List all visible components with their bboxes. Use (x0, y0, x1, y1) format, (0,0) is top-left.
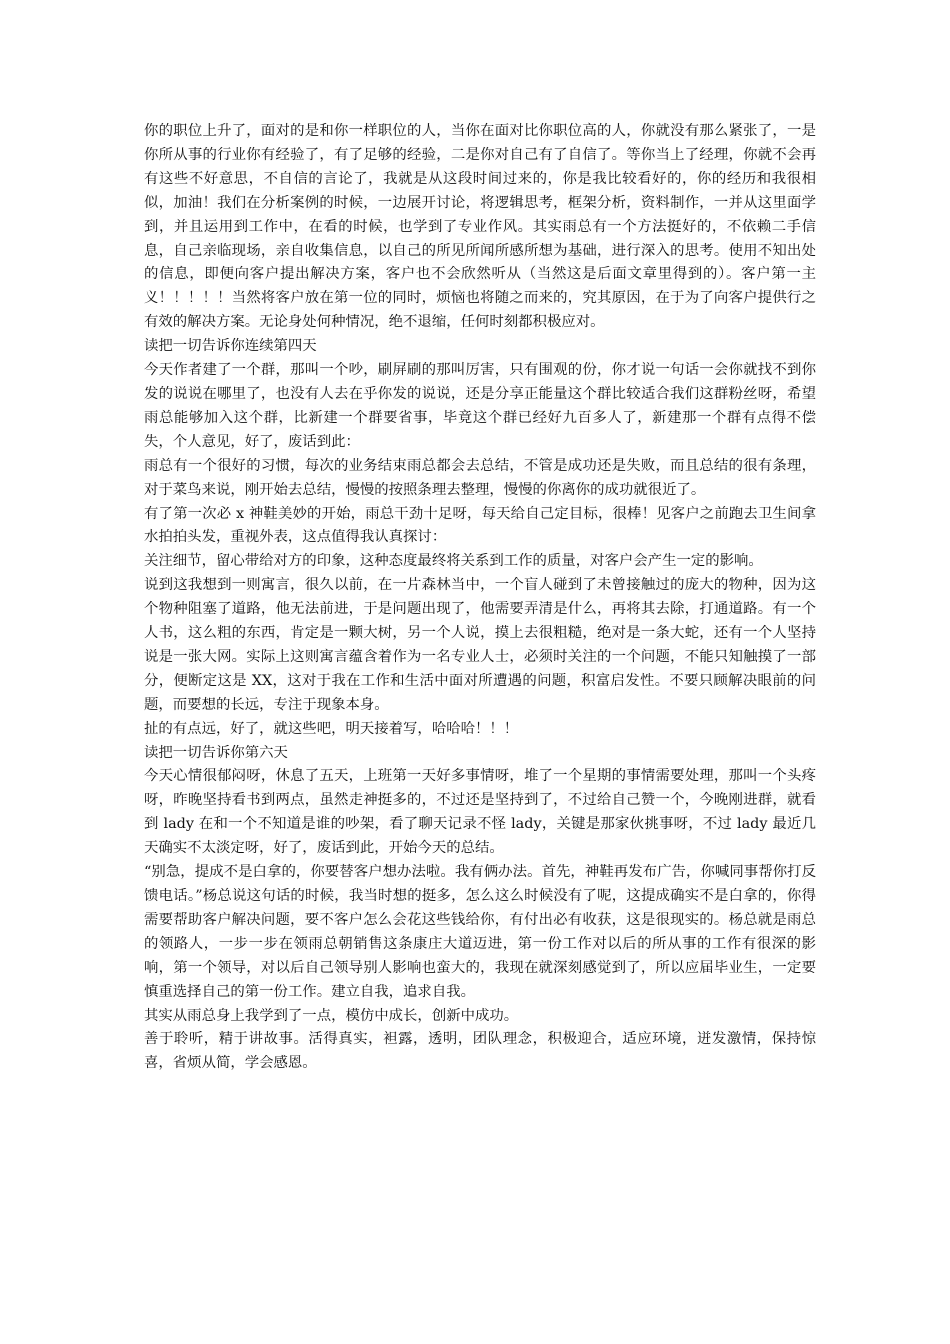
heading-day-six: 读把一切告诉你第六天 (144, 744, 288, 761)
paragraph-closing-day-four: 扯的有点远，好了，就这些吧，明天接着写，哈哈哈！！！ (144, 720, 519, 737)
paragraph-commission-quote: “别急，提成不是白拿的，你要替客户想办法啦。我有俩办法。首先，神鞋再发布广告，你喊同事帮你打反馈电话。”杨总说这句话的时候，我当时想的挺多，怎么这么时候没有了呢，这提成确实不是白拿的，你得需要帮助客户解决问题，要不客户怎么会花这些钱给你，有付出必有收获，这是很现实的。杨总就是雨总的领路人，一步一步在领雨总朝销售这条康庄大道迈进，第一份工作对以后的所从事的工作有很深的影响，第一个领导，对以后自己领导别人影响也蛮大的，我现在就深刻感觉到了，所以应届毕业生，一定要慎重选择自己的第一份工作。建立自我，追求自我。 (144, 864, 816, 1000)
paragraph-attention-detail: 关注细节，留心带给对方的印象，这种态度最终将关系到工作的质量，对客户会产生一定的影响。 (144, 553, 763, 570)
paragraph-intro-reflection: 你的职位上升了，面对的是和你一样职位的人，当你在面对比你职位高的人，你就没有那么紧张了，一是你所从事的行业你有经验了，有了足够的经验，二是你对自己有了自信了。等你当上了经理，你就不会再有这些不好意思，不自信的言论了，我就是从这段时间过来的，你是我比较看好的，你的经历和我很相似，加油！我们在分析案例的时候，一边展开讨论，将逻辑思考，框架分析，资料制作，一并从这里面学到，并且运用到工作中，在看的时候，也学到了专业作风。其实雨总有一个方法挺好的，不依赖二手信息，自己亲临现场，亲自收集信息，以自己的所见所闻所感所想为基础，进行深入的思考。使用不知出处的信息，即便向客户提出解决方案，客户也不会欣然听从（当然这是后面文章里得到的）。客户第一主义！！！！！当然将客户放在第一位的同时，烦恼也将随之而来的，究其原因，在于为了向客户提供行之有效的解决方案。无论身处何种情况，绝不退缩，任何时刻都积极应对。 (144, 123, 816, 331)
paragraph-first-start: 有了第一次必 x 神鞋美妙的开始，雨总干劲十足呀，每天给自己定目标，很棒！见客户之前跑去卫生间拿水拍拍头发，重视外表，这点值得我认真探讨： (144, 505, 816, 546)
paragraph-fable: 说到这我想到一则寓言，很久以前，在一片森林当中，一个盲人碰到了未曾接触过的庞大的物种，因为这个物种阻塞了道路，他无法前进，于是问题出现了，他需要弄清是什么，再将其去除，打通道路。有一个人书，这么粗的东西，肯定是一颗大树，另一个人说，摸上去很粗糙，绝对是一条大蛇，还有一个人坚持说是一张大网。实际上这则寓言蕴含着作为一名专业人士，必须时关注的一个问题，不能只知触摸了一部分，便断定这是 XX，这对于我在工作和生活中面对所遭遇的问题，积富启发性。不要只顾解决眼前的问题，而要想的长远，专注于现象本身。 (144, 577, 816, 713)
paragraph-mood: 今天心情很郁闷呀，休息了五天，上班第一天好多事情呀，堆了一个星期的事情需要处理，那叫一个头疼呀，昨晚坚持看书到两点，虽然走神挺多的，不过还是坚持到了，不过给自己赞一个，今晚刚进群，就看到 lady 在和一个不知道是谁的吵架，看了聊天记录不怪 lady，关键是那家伙挑事呀，不过 lady 最近几天确实不太淡定呀，好了，废话到此，开始今天的总结。 (144, 768, 816, 857)
paragraph-lesson: 其实从雨总身上我学到了一点，模仿中成长，创新中成功。 (144, 1007, 519, 1024)
paragraph-summary-habit: 雨总有一个很好的习惯，每次的业务结束雨总都会去总结，不管是成功还是失败，而且总结的很有条理，对于菜鸟来说，刚开始去总结，慢慢的按照条理去整理，慢慢的你离你的成功就很近了。 (144, 457, 816, 498)
paragraph-virtues: 善于聆听，精于讲故事。活得真实，袒露，透明，团队理念，积极迎合，适应环境，迸发激情，保持惊喜，省烦从简，学会感恩。 (144, 1031, 816, 1072)
paragraph-group-chat: 今天作者建了一个群，那叫一个吵，刷屏刷的那叫厉害，只有围观的份，你才说一句话一会你就找不到你发的说说在哪里了，也没有人去在乎你发的说说，还是分享正能量这个群比较适合我们这群粉丝呀，希望雨总能够加入这个群，比新建一个群要省事，毕竟这个群已经好九百多人了，新建那一个群有点得不偿失，个人意见，好了，废话到此： (144, 362, 816, 450)
document-page (144, 120, 816, 1076)
heading-day-four: 读把一切告诉你连续第四天 (144, 338, 317, 355)
